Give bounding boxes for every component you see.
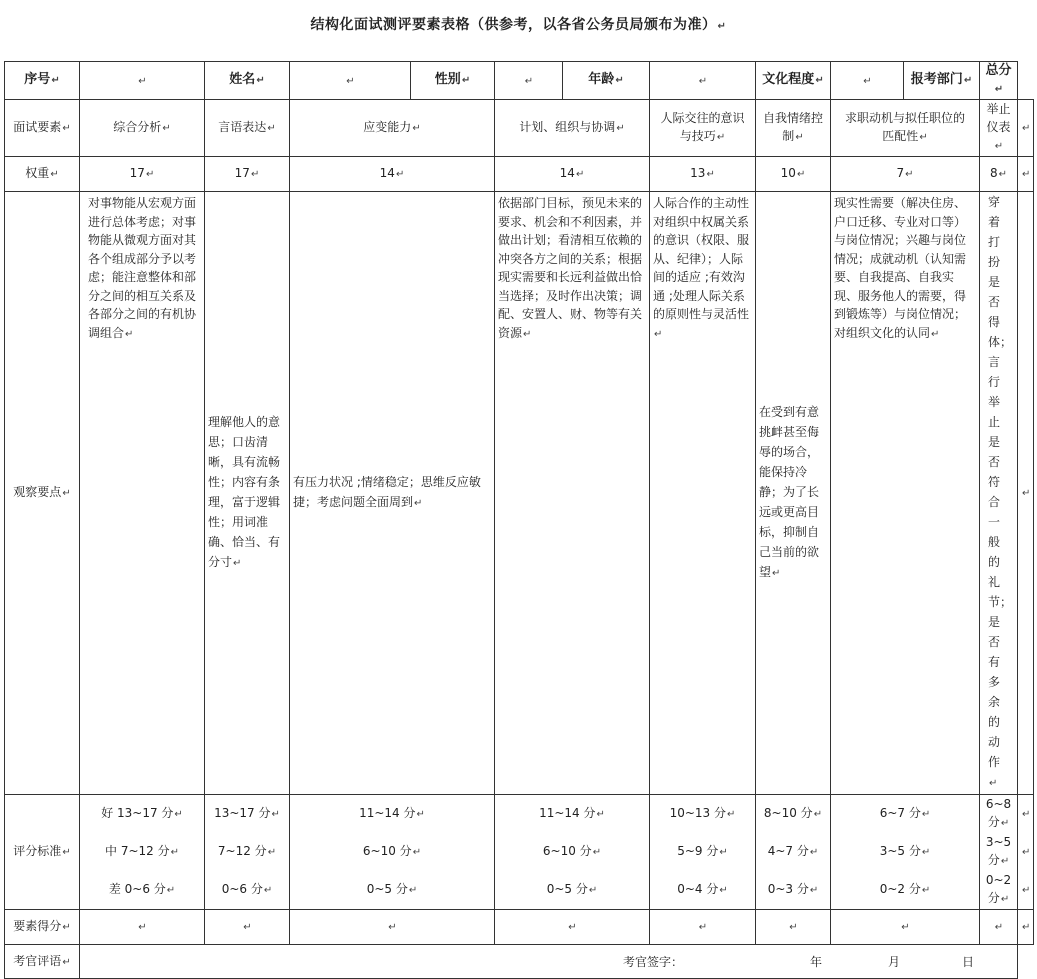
- score-cell: 7~12 分↵: [205, 833, 290, 871]
- age-value-cell[interactable]: ↵: [650, 62, 756, 100]
- paragraph-mark: ↵: [717, 21, 727, 32]
- observation-cell: 理解他人的意思；口齿清晰，具有流畅性；内容有条理，富于逻辑性；用词准确、恰当、有分寸↵: [205, 192, 290, 795]
- gender-label: 性别↵: [411, 62, 495, 100]
- signature-year: 年: [810, 955, 823, 969]
- observation-cell: 在受到有意挑衅甚至侮辱的场合，能保持冷静；为了长远或更高目标，抑制自己当前的欲望↵: [756, 192, 831, 795]
- score-cell: 3~5 分↵: [980, 833, 1018, 871]
- score-cell: 11~14 分↵: [290, 795, 495, 834]
- score-cell: 8~10 分↵: [756, 795, 831, 834]
- name-label: 姓名↵: [205, 62, 290, 100]
- signature-month: 月: [888, 955, 901, 969]
- education-value-cell[interactable]: ↵: [831, 62, 904, 100]
- element-cell: 举止仪表↵: [980, 100, 1018, 157]
- weight-cell: 7↵: [831, 157, 980, 192]
- weight-cell: 17↵: [205, 157, 290, 192]
- comment-label: 考官评语↵: [5, 945, 80, 979]
- score-input-cell[interactable]: ↵: [1018, 910, 1034, 945]
- element-cell: 自我情绪控制↵: [756, 100, 831, 157]
- education-label: 文化程度↵: [756, 62, 831, 100]
- department-label: 报考部门↵: [904, 62, 980, 100]
- score-cell: 11~14 分↵: [495, 795, 650, 834]
- gender-value-cell[interactable]: ↵: [495, 62, 563, 100]
- element-cell: 应变能力↵: [290, 100, 495, 157]
- score-cell: 0~2 分↵: [980, 871, 1018, 910]
- weight-cell: 14↵: [290, 157, 495, 192]
- score-input-cell[interactable]: ↵: [80, 910, 205, 945]
- elements-row: [5, 100, 1034, 157]
- score-cell: 13~17 分↵: [205, 795, 290, 834]
- weight-cell: 10↵: [756, 157, 831, 192]
- document-title: [0, 14, 1037, 34]
- score-input-cell[interactable]: ↵: [495, 910, 650, 945]
- scoring-row-good: [5, 795, 1034, 834]
- score-cell: 6~10 分↵: [495, 833, 650, 871]
- score-cell: 0~3 分↵: [756, 871, 831, 910]
- signature-label: 考官签字：: [623, 955, 684, 969]
- score-cell: 0~2 分↵: [831, 871, 980, 910]
- score-cell: 0~5 分↵: [495, 871, 650, 910]
- total-blank-cell[interactable]: ↵: [1018, 100, 1034, 157]
- age-label: 年龄↵: [563, 62, 650, 100]
- scoring-row-label: 评分标准↵: [5, 795, 80, 910]
- observation-cell: 现实性需要（解决住房、户口迁移、专业对口等）与岗位情况；兴趣与岗位情况；成就动机（认知需要、自我提高、自我实现、服务他人的需要，得到锻炼等）与岗位情况；对组织文化的认同↵: [831, 192, 980, 795]
- scoring-row-mid: [5, 833, 1034, 871]
- observation-row: [5, 192, 1034, 795]
- weight-cell: 13↵: [650, 157, 756, 192]
- score-cell: 6~7 分↵: [831, 795, 980, 834]
- score-cell: 0~4 分↵: [650, 871, 756, 910]
- weight-cell: 14↵: [495, 157, 650, 192]
- element-score-row: [5, 910, 1034, 945]
- score-input-cell[interactable]: ↵: [980, 910, 1018, 945]
- score-cell: 6~8 分↵: [980, 795, 1018, 834]
- score-input-cell[interactable]: ↵: [756, 910, 831, 945]
- weight-row-label: 权重↵: [5, 157, 80, 192]
- weight-cell: 17↵: [80, 157, 205, 192]
- element-cell: 综合分析↵: [80, 100, 205, 157]
- total-blank-cell[interactable]: ↵: [1018, 833, 1034, 871]
- observation-cell: 有压力状况 ;情绪稳定；思维反应敏捷；考虑问题全面周到↵: [290, 192, 495, 795]
- observation-row-label: 观察要点↵: [5, 192, 80, 795]
- header-row: [5, 62, 1034, 100]
- observation-cell: 对事物能从宏观方面进行总体考虑；对事物能从微观方面对其各个组成部分予以考虑；能注意整体和部分之间的相互关系及各部分之间的有机协调组合↵: [80, 192, 205, 795]
- evaluation-table: [4, 61, 1034, 979]
- total-label: 总分↵: [980, 62, 1018, 100]
- score-input-cell[interactable]: ↵: [831, 910, 980, 945]
- element-cell: 求职动机与拟任职位的匹配性↵: [831, 100, 980, 157]
- comment-row: [5, 945, 1034, 979]
- weight-cell: 8↵: [980, 157, 1018, 192]
- score-cell: 0~5 分↵: [290, 871, 495, 910]
- score-cell: 6~10 分↵: [290, 833, 495, 871]
- seq-label: 序号↵: [5, 62, 80, 100]
- comment-area[interactable]: [80, 945, 1018, 979]
- score-input-cell[interactable]: ↵: [650, 910, 756, 945]
- observation-cell: 人际合作的主动性 对组织中权属关系的意识（权限、服从、纪律）；人际间的适应 ;有效沟通 ;处理人际关系的原则性与灵活性↵: [650, 192, 756, 795]
- score-cell: 差 0~6 分↵: [80, 871, 205, 910]
- score-input-cell[interactable]: ↵: [205, 910, 290, 945]
- observation-cell: 穿着打扮是否得体；言行举止是否符合一般的礼节；是否有多余的动作↵: [980, 192, 1018, 795]
- score-cell: 5~9 分↵: [650, 833, 756, 871]
- weight-row: [5, 157, 1034, 192]
- elements-row-label: 面试要素↵: [5, 100, 80, 157]
- name-value-cell[interactable]: ↵: [290, 62, 411, 100]
- score-cell: 10~13 分↵: [650, 795, 756, 834]
- element-cell: 计划、组织与协调↵: [495, 100, 650, 157]
- score-cell: 好 13~17 分↵: [80, 795, 205, 834]
- score-input-cell[interactable]: ↵: [290, 910, 495, 945]
- title-text: 结构化面试测评要素表格（供参考，以各省公务员局颁布为准）: [310, 17, 717, 33]
- score-cell: 中 7~12 分↵: [80, 833, 205, 871]
- element-cell: 人际交往的意识与技巧↵: [650, 100, 756, 157]
- observation-cell: 依据部门目标，预见未来的要求、机会和不利因素，并做出计划；看清相互依赖的冲突各方之间的关系；根据现实需要和长远利益做出恰当选择；及时作出决策；调配、安置人、财、物等有关资源↵: [495, 192, 650, 795]
- signature-line: [80, 945, 1017, 978]
- element-cell: 言语表达↵: [205, 100, 290, 157]
- total-blank-cell[interactable]: ↵: [1018, 157, 1034, 192]
- total-blank-cell[interactable]: ↵: [1018, 192, 1034, 795]
- scoring-row-poor: [5, 871, 1034, 910]
- total-blank-cell[interactable]: ↵: [1018, 795, 1034, 834]
- score-cell: 3~5 分↵: [831, 833, 980, 871]
- element-score-label: 要素得分↵: [5, 910, 80, 945]
- total-blank-cell[interactable]: ↵: [1018, 871, 1034, 910]
- score-cell: 0~6 分↵: [205, 871, 290, 910]
- seq-value-cell[interactable]: ↵: [80, 62, 205, 100]
- score-cell: 4~7 分↵: [756, 833, 831, 871]
- signature-day: 日: [962, 955, 975, 969]
